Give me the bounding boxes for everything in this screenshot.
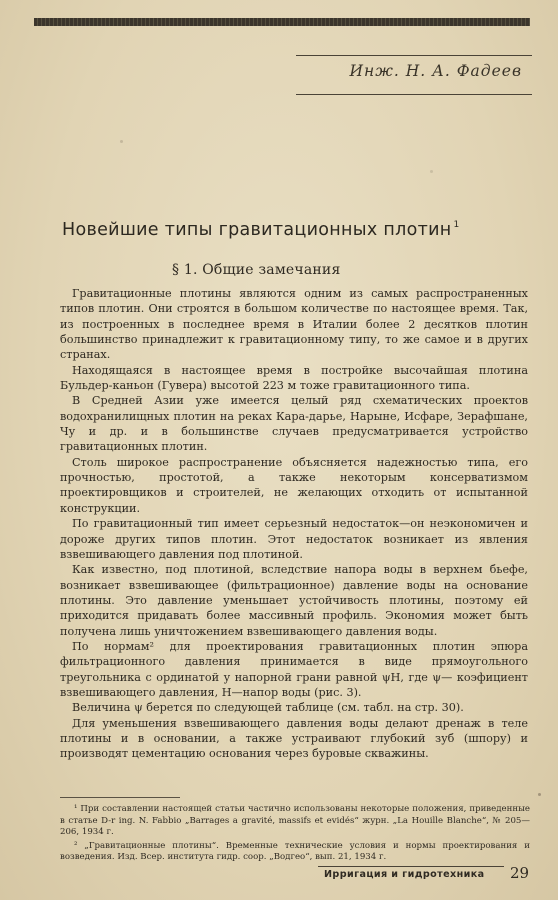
footnote-2: ² „Гравитационные плотины“. Временные технические условия и нормы проектирования и возведения. Изд. Всер. института гидр. соор. „Водгео“, вып. 21, 1934 г. <box>60 840 530 863</box>
paragraph: Гравитационные плотины являются одним из самых распространенных типов плотин. Они строятся в большом количестве по настоящее время. Так, из построенных в последнее время в Италии более 2 десятков плотин большинство принадлежит к гравитационному типу, то же самое и в других странах. <box>60 287 528 362</box>
article-body <box>60 286 528 762</box>
paragraph: Как известно, под плотиной, вследствие напора воды в верхнем бьефе, возникает взвешивающее (фильтрационное) давление воды на основание плотины. Это давление уменьшает устойчивость плотины, поэтому ей приходится придавать более массивный профиль. Экономия может быть получена лишь уничтожением взвешивающего давления воды. <box>60 563 528 638</box>
paper-speck <box>120 140 123 143</box>
paper-speck <box>430 170 433 173</box>
page-number: 29 <box>510 864 530 882</box>
paragraph: Для уменьшения взвешивающего давления воды делают дренаж в теле плотины и в основании, а также устраивают глубокий зуб (шпору) и производят цементацию основания через буровые скважины. <box>60 716 528 761</box>
paragraph: В Средней Азии уже имеется целый ряд схематических проектов водохранилищных плотин на реках Кара-дарье, Нарыне, Исфаре, Зерафшане, Чу и др. и в большинстве случаев предусматривается устройство гравитационных плотин. <box>60 394 528 454</box>
paragraph: По нормам² для проектирования гравитационных плотин эпюра фильтрационного давления принимается в виде прямоугольного треугольника с ординатой у напорной грани равной ψH, где ψ— коэфициент взвешивающего давления, H—напор воды (рис. 3). <box>60 639 528 699</box>
article-title <box>62 220 522 240</box>
title-footnote-mark: 1 <box>453 220 460 230</box>
paragraph: По гравитационный тип имеет серьезный недостаток—он неэкономичен и дороже других типов плотин. Этот недостаток возникает из явления взвешивающего давления под плотиной. <box>60 517 528 561</box>
paragraph: Находящаяся в настоящее время в постройке высочайшая плотина Бульдер-каньон (Гувера) высотой 223 м тоже гравитационного типа. <box>60 363 528 393</box>
top-decorative-rule <box>34 18 530 26</box>
footnotes <box>60 804 530 866</box>
footnote-separator <box>60 797 180 798</box>
paragraph: Величина ψ берется по следующей таблице (см. табл. на стр. 30). <box>72 701 464 715</box>
footnote-1: ¹ При составлении настоящей статьи частично использованы некоторые положения, приведенные в статье D-r ing. N. Fabbio „Barrages a gravité, massifs et evidés“ журн. „La Houille Blanche“, № 205—206, 1934 г. <box>60 804 530 838</box>
article-title-text: Новейшие типы гравитационных плотин <box>62 220 452 240</box>
section-heading: § 1. Общие замечания <box>172 262 341 278</box>
footer-rule <box>318 866 504 867</box>
journal-name: Ирригация и гидротехника <box>324 869 485 880</box>
paragraph: Столь широкое распространение объясняется надежностью типа, его прочностью, простотой, а также некоторым консерватизмом проектировщиков и строителей, не желающих отходить от испытанной конструкции. <box>60 455 528 515</box>
paper-speck <box>538 793 541 796</box>
author-name: Инж. Н. А. Фадеев <box>349 62 522 80</box>
